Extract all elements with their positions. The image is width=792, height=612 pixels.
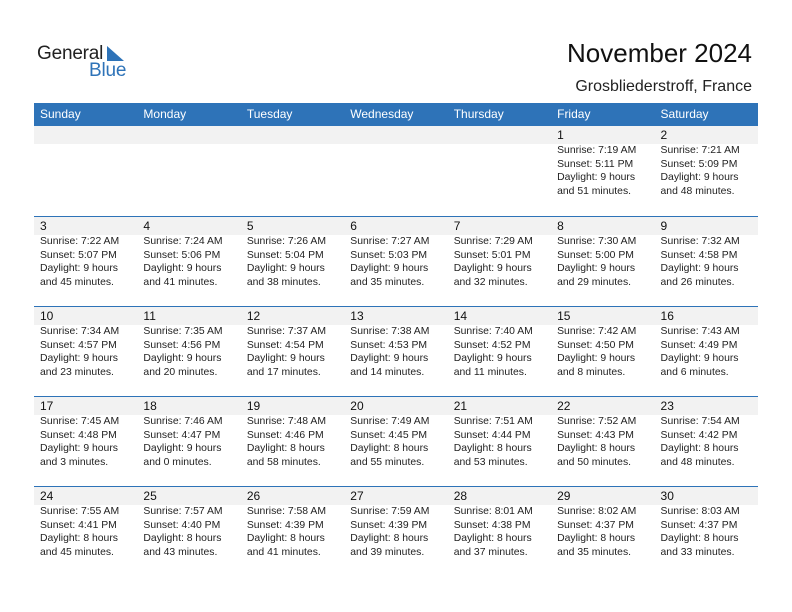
- daylight-minutes: and 55 minutes.: [350, 456, 425, 468]
- day-number: 14: [453, 309, 468, 323]
- daylight-minutes: and 8 minutes.: [557, 366, 626, 378]
- sunset-text: Sunset: 4:39 PM: [350, 519, 428, 531]
- empty-day-cell: [34, 126, 137, 198]
- daylight-minutes: and 33 minutes.: [660, 546, 735, 558]
- sunset-text: Sunset: 4:40 PM: [143, 519, 221, 531]
- empty-day-cell: [137, 126, 240, 198]
- sunrise-text: Sunrise: 7:34 AM: [40, 326, 120, 337]
- daylight-minutes: and 35 minutes.: [350, 276, 425, 288]
- day-cell: [137, 487, 240, 559]
- sunrise-text: Sunrise: 7:22 AM: [40, 236, 120, 247]
- daylight-text: Daylight: 9 hours: [557, 263, 636, 274]
- day-cell: [551, 307, 654, 379]
- day-cell: [34, 307, 137, 379]
- sunrise-text: Sunrise: 7:32 AM: [660, 236, 740, 247]
- sunset-text: Sunset: 4:50 PM: [557, 339, 634, 351]
- empty-day-cell: [241, 126, 344, 198]
- daylight-minutes: and 37 minutes.: [453, 546, 528, 558]
- daylight-text: Daylight: 8 hours: [246, 533, 325, 544]
- daylight-text: Daylight: 9 hours: [660, 172, 739, 183]
- daylight-text: Daylight: 9 hours: [350, 353, 429, 364]
- sunrise-text: Sunrise: 7:55 AM: [40, 506, 120, 517]
- day-number: 6: [350, 219, 357, 233]
- day-number: 18: [143, 399, 157, 413]
- daylight-text: Daylight: 9 hours: [453, 263, 532, 274]
- daylight-text: Daylight: 9 hours: [40, 263, 118, 274]
- day-number: 3: [40, 219, 47, 233]
- sunrise-text: Sunrise: 8:02 AM: [557, 506, 637, 517]
- sunrise-text: Sunrise: 7:43 AM: [660, 326, 740, 337]
- sunset-text: Sunset: 4:37 PM: [557, 519, 634, 531]
- daylight-minutes: and 29 minutes.: [557, 276, 632, 288]
- day-number: 19: [246, 399, 261, 413]
- sunrise-text: Sunrise: 8:03 AM: [660, 506, 740, 517]
- daylight-text: Daylight: 8 hours: [453, 533, 532, 544]
- weekday-tuesday: Tuesday: [246, 107, 293, 121]
- week-row: [34, 486, 758, 576]
- daylight-minutes: and 45 minutes.: [40, 546, 114, 558]
- day-number: [247, 126, 344, 144]
- page-title: November 2024: [567, 38, 752, 68]
- week-row: [34, 126, 758, 216]
- weekday-sunday: Sunday: [40, 107, 81, 121]
- day-number: 5: [246, 219, 254, 233]
- sunset-text: Sunset: 4:46 PM: [246, 429, 324, 441]
- day-number: 30: [660, 489, 674, 503]
- day-number: 26: [246, 489, 261, 503]
- daylight-minutes: and 39 minutes.: [350, 546, 425, 558]
- day-number: [350, 126, 447, 144]
- sunrise-text: Sunrise: 7:37 AM: [246, 326, 326, 337]
- day-number: 11: [143, 309, 156, 323]
- sunrise-text: Sunrise: 7:51 AM: [453, 416, 533, 427]
- day-cell: [344, 487, 447, 559]
- sunset-text: Sunset: 4:58 PM: [660, 249, 738, 261]
- day-number: 17: [40, 399, 54, 413]
- day-number: [143, 126, 240, 144]
- day-number: 23: [660, 399, 674, 413]
- daylight-text: Daylight: 8 hours: [453, 443, 532, 454]
- sunrise-text: Sunrise: 7:57 AM: [143, 506, 223, 517]
- day-number: 20: [350, 399, 364, 413]
- sunset-text: Sunset: 4:38 PM: [453, 519, 531, 531]
- empty-day-cell: [448, 126, 551, 198]
- day-cell: [137, 217, 240, 289]
- daylight-text: Daylight: 8 hours: [40, 533, 118, 544]
- sunrise-text: Sunrise: 7:27 AM: [350, 236, 430, 247]
- daylight-text: Daylight: 9 hours: [143, 353, 222, 364]
- daylight-minutes: and 38 minutes.: [246, 276, 321, 288]
- sunrise-text: Sunrise: 7:58 AM: [246, 506, 326, 517]
- week-row: [34, 306, 758, 396]
- daylight-minutes: and 35 minutes.: [557, 546, 632, 558]
- day-number: 24: [40, 489, 54, 503]
- day-cell: [34, 217, 137, 289]
- weekday-thursday: Thursday: [453, 107, 504, 121]
- sunset-text: Sunset: 4:44 PM: [453, 429, 531, 441]
- sunrise-text: Sunrise: 7:35 AM: [143, 326, 223, 337]
- day-cell: [241, 307, 344, 379]
- sunrise-text: Sunrise: 7:54 AM: [660, 416, 740, 427]
- sunset-text: Sunset: 4:52 PM: [453, 339, 531, 351]
- daylight-text: Daylight: 9 hours: [557, 353, 636, 364]
- day-cell: [241, 397, 344, 469]
- day-number: 8: [557, 219, 564, 233]
- weekday-wednesday: Wednesday: [350, 107, 414, 121]
- day-number: 15: [557, 309, 571, 323]
- daylight-text: Daylight: 9 hours: [246, 353, 325, 364]
- sunset-text: Sunset: 5:09 PM: [660, 158, 738, 170]
- daylight-minutes: and 11 minutes.: [453, 366, 527, 378]
- daylight-minutes: and 41 minutes.: [246, 546, 321, 558]
- day-number: 13: [350, 309, 364, 323]
- sunrise-text: Sunrise: 7:46 AM: [143, 416, 223, 427]
- day-cell: [344, 397, 447, 469]
- sunset-text: Sunset: 4:42 PM: [660, 429, 738, 441]
- day-number: [454, 126, 551, 144]
- daylight-minutes: and 17 minutes.: [246, 366, 321, 378]
- sunrise-text: Sunrise: 7:19 AM: [557, 145, 637, 156]
- day-cell: [448, 307, 551, 379]
- week-row: [34, 216, 758, 306]
- sunrise-text: Sunrise: 7:38 AM: [350, 326, 430, 337]
- sunset-text: Sunset: 4:48 PM: [40, 429, 117, 441]
- day-cell: [137, 307, 240, 379]
- daylight-text: Daylight: 8 hours: [350, 533, 429, 544]
- daylight-text: Daylight: 9 hours: [557, 172, 636, 183]
- daylight-text: Daylight: 9 hours: [40, 443, 118, 454]
- sunset-text: Sunset: 4:49 PM: [660, 339, 738, 351]
- sunrise-text: Sunrise: 7:21 AM: [660, 145, 740, 156]
- sunset-text: Sunset: 4:41 PM: [40, 519, 117, 531]
- logo-text-blue: Blue: [89, 60, 127, 81]
- day-cell: [551, 217, 654, 289]
- sunrise-text: Sunrise: 7:24 AM: [143, 236, 223, 247]
- daylight-minutes: and 58 minutes.: [246, 456, 321, 468]
- daylight-minutes: and 20 minutes.: [143, 366, 218, 378]
- day-number: 29: [557, 489, 571, 503]
- sunset-text: Sunset: 5:07 PM: [40, 249, 117, 261]
- daylight-minutes: and 6 minutes.: [660, 366, 729, 378]
- day-number: 28: [453, 489, 468, 503]
- day-number: 1: [557, 128, 564, 142]
- daylight-minutes: and 43 minutes.: [143, 546, 218, 558]
- day-number: 9: [660, 219, 668, 233]
- daylight-text: Daylight: 9 hours: [40, 353, 118, 364]
- daylight-text: Daylight: 8 hours: [143, 533, 222, 544]
- day-cell: [448, 397, 551, 469]
- sunset-text: Sunset: 4:45 PM: [350, 429, 428, 441]
- sunset-text: Sunset: 5:04 PM: [246, 249, 324, 261]
- day-cell: [551, 397, 654, 469]
- sunset-text: Sunset: 5:01 PM: [453, 249, 531, 261]
- day-cell: [551, 487, 654, 559]
- sunrise-text: Sunrise: 8:01 AM: [453, 506, 533, 517]
- daylight-minutes: and 26 minutes.: [660, 276, 735, 288]
- daylight-minutes: and 45 minutes.: [40, 276, 114, 288]
- sunset-text: Sunset: 5:00 PM: [557, 249, 634, 261]
- sunset-text: Sunset: 4:37 PM: [660, 519, 738, 531]
- daylight-text: Daylight: 8 hours: [660, 533, 739, 544]
- day-cell: [655, 487, 758, 559]
- sunrise-text: Sunrise: 7:52 AM: [557, 416, 637, 427]
- day-cell: [655, 397, 758, 469]
- daylight-text: Daylight: 8 hours: [660, 443, 739, 454]
- day-number: 21: [453, 399, 468, 413]
- day-cell: [344, 217, 447, 289]
- location-subtitle: Grosbliederstroff, France: [575, 78, 752, 95]
- weekday-friday: Friday: [557, 107, 591, 121]
- week-row: [34, 396, 758, 486]
- weekday-saturday: Saturday: [660, 107, 709, 121]
- sunset-text: Sunset: 4:43 PM: [557, 429, 634, 441]
- sunset-text: Sunset: 4:47 PM: [143, 429, 221, 441]
- day-number: 25: [143, 489, 157, 503]
- day-cell: [241, 217, 344, 289]
- day-number: [40, 126, 137, 144]
- sunrise-text: Sunrise: 7:40 AM: [453, 326, 533, 337]
- sunset-text: Sunset: 5:11 PM: [557, 158, 634, 170]
- logo-triangle-icon: [107, 46, 124, 61]
- daylight-minutes: and 14 minutes.: [350, 366, 425, 378]
- day-cell: [655, 217, 758, 289]
- daylight-minutes: and 50 minutes.: [557, 456, 632, 468]
- daylight-minutes: and 51 minutes.: [557, 185, 632, 197]
- day-cell: [137, 397, 240, 469]
- sunrise-text: Sunrise: 7:42 AM: [557, 326, 637, 337]
- day-cell: [34, 487, 137, 559]
- day-number: 4: [143, 219, 151, 233]
- day-cell: [241, 487, 344, 559]
- calendar: [34, 103, 758, 576]
- sunrise-text: Sunrise: 7:45 AM: [40, 416, 120, 427]
- day-number: 12: [246, 309, 261, 323]
- sunset-text: Sunset: 5:06 PM: [143, 249, 221, 261]
- sunrise-text: Sunrise: 7:48 AM: [246, 416, 326, 427]
- daylight-minutes: and 48 minutes.: [660, 456, 735, 468]
- daylight-minutes: and 3 minutes.: [40, 456, 109, 468]
- daylight-text: Daylight: 9 hours: [246, 263, 325, 274]
- daylight-minutes: and 53 minutes.: [453, 456, 528, 468]
- daylight-minutes: and 41 minutes.: [143, 276, 218, 288]
- weekday-monday: Monday: [143, 107, 187, 121]
- day-cell: [448, 487, 551, 559]
- daylight-minutes: and 32 minutes.: [453, 276, 528, 288]
- sunset-text: Sunset: 4:39 PM: [246, 519, 324, 531]
- daylight-text: Daylight: 9 hours: [453, 353, 532, 364]
- day-cell: [34, 397, 137, 469]
- empty-day-cell: [344, 126, 447, 198]
- daylight-text: Daylight: 9 hours: [143, 263, 222, 274]
- daylight-minutes: and 23 minutes.: [40, 366, 114, 378]
- sunrise-text: Sunrise: 7:30 AM: [557, 236, 637, 247]
- daylight-minutes: and 48 minutes.: [660, 185, 735, 197]
- daylight-minutes: and 0 minutes.: [143, 456, 212, 468]
- day-cell: [655, 126, 758, 198]
- daylight-text: Daylight: 8 hours: [557, 533, 636, 544]
- day-cell: [655, 307, 758, 379]
- sunrise-text: Sunrise: 7:29 AM: [453, 236, 533, 247]
- daylight-text: Daylight: 8 hours: [557, 443, 636, 454]
- daylight-text: Daylight: 9 hours: [350, 263, 429, 274]
- day-number: 27: [350, 489, 364, 503]
- sunset-text: Sunset: 4:53 PM: [350, 339, 428, 351]
- day-number: 10: [40, 309, 54, 323]
- calendar-weeks: [34, 126, 758, 576]
- daylight-text: Daylight: 8 hours: [246, 443, 325, 454]
- daylight-text: Daylight: 8 hours: [350, 443, 429, 454]
- sunset-text: Sunset: 4:56 PM: [143, 339, 221, 351]
- day-cell: [344, 307, 447, 379]
- sunset-text: Sunset: 4:54 PM: [246, 339, 324, 351]
- sunrise-text: Sunrise: 7:59 AM: [350, 506, 430, 517]
- sunset-text: Sunset: 5:03 PM: [350, 249, 428, 261]
- day-cell: [551, 126, 654, 198]
- sunrise-text: Sunrise: 7:26 AM: [246, 236, 326, 247]
- daylight-text: Daylight: 9 hours: [660, 353, 739, 364]
- day-cell: [448, 217, 551, 289]
- weekday-header: [34, 103, 758, 126]
- daylight-text: Daylight: 9 hours: [660, 263, 739, 274]
- day-number: 16: [660, 309, 674, 323]
- logo: [37, 43, 137, 83]
- day-number: 7: [453, 219, 461, 233]
- sunrise-text: Sunrise: 7:49 AM: [350, 416, 430, 427]
- logo-text-general: General: [37, 43, 104, 64]
- day-number: 22: [557, 399, 571, 413]
- day-number: 2: [660, 128, 668, 142]
- sunset-text: Sunset: 4:57 PM: [40, 339, 117, 351]
- daylight-text: Daylight: 9 hours: [143, 443, 222, 454]
